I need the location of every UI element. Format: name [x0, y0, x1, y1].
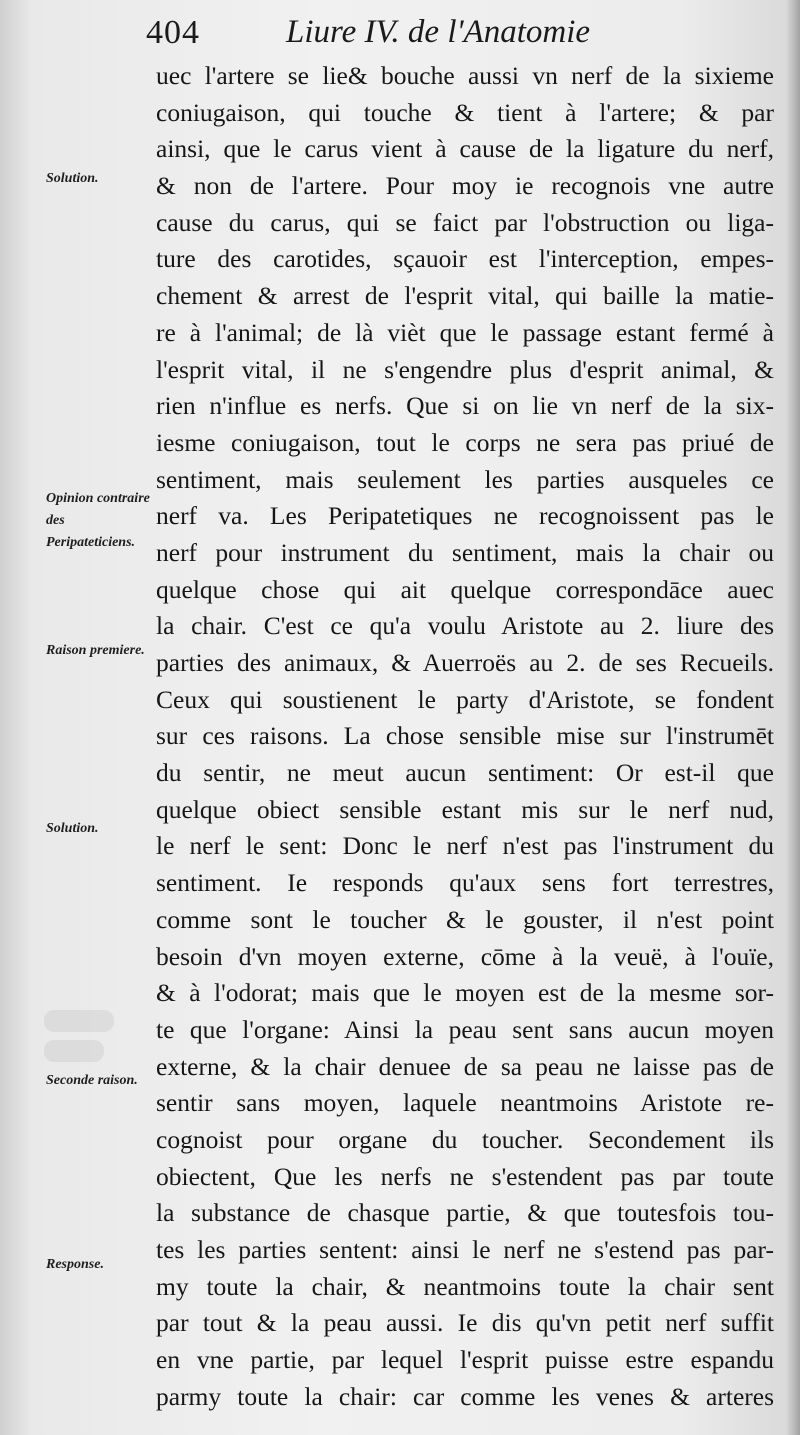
text-line: quelque obiect sensible estant mis sur le nerf nud,	[156, 794, 774, 824]
text-line: du sentir, ne meut aucun sentiment: Or est-il que	[156, 758, 774, 788]
text-line: uec l'artere se lie& bouche aussi vn nerf de la sixieme	[156, 61, 774, 90]
text-line: re à l'animal; de là vièt que le passage estant fermé à	[156, 317, 774, 347]
text-line: parmy toute la chair: car comme les venes & arteres	[156, 1381, 774, 1411]
text-line: iesme coniugaison, tout le corps ne sera pas priué de	[156, 427, 774, 457]
text-line: la chair. C'est ce qu'a voulu Aristote au 2. liure des	[156, 611, 774, 641]
text-line: coniugaison, qui touche & tient à l'artere; & par	[156, 97, 774, 127]
running-title: Liure IV. de l'Anatomie	[286, 14, 591, 50]
text-line: besoin d'vn moyen externe, cōme à la veuë, à l'ouïe,	[156, 941, 774, 971]
text-line: & à l'odorat; mais que le moyen est de la mesme sor-	[156, 978, 774, 1008]
text-line: te que l'organe: Ainsi la peau sent sans aucun moyen	[156, 1014, 774, 1044]
margin-note-response: Response.	[46, 1257, 104, 1272]
text-line: l'esprit vital, il ne s'engendre plus d'esprit animal, &	[156, 354, 774, 384]
page-header	[146, 6, 766, 56]
margin-note-raison-premiere: Raison premiere.	[46, 643, 145, 658]
text-line: sentiment, mais seulement les parties ausqueles ce	[156, 464, 774, 494]
text-line: chement & arrest de l'esprit vital, qui baille la matie-	[156, 281, 774, 311]
text-line: my toute la chair, & neantmoins toute la chair sent	[156, 1271, 774, 1301]
text-line: le nerf le sent: Donc le nerf n'est pas l'instrument du	[156, 831, 774, 861]
body-text	[156, 58, 774, 1415]
text-line: cause du carus, qui se faict par l'obstruction ou liga-	[156, 207, 774, 237]
text-line: par tout & la peau aussi. Ie dis qu'vn petit nerf suffit	[156, 1308, 774, 1338]
text-line: sentir sans moyen, laquele neantmoins Aristote re-	[156, 1088, 774, 1118]
text-line: obiectent, Que les nerfs ne s'estendent pas par toute	[156, 1161, 774, 1191]
text-line: comme sont le toucher & le gouster, il n'est point	[156, 904, 774, 934]
page-number: 404	[146, 14, 200, 51]
text-line: cognoist pour organe du toucher. Secondement ils	[156, 1124, 774, 1154]
bleed-through-stain	[44, 1010, 114, 1032]
text-line: tes les parties sentent: ainsi le nerf ne s'estend pas par-	[156, 1235, 774, 1264]
text-line: rien n'influe es nerfs. Que si on lie vn nerf de la six-	[156, 391, 774, 421]
bleed-through-stain	[44, 1040, 104, 1062]
margin-note-solution: Solution.	[46, 171, 99, 186]
margin-note-solution-2: Solution.	[46, 821, 99, 836]
text-line: en vne partie, par lequel l'esprit puisse estre espandu	[156, 1345, 774, 1375]
text-line: & non de l'artere. Pour moy ie recognois vne autre	[156, 171, 774, 201]
text-line: sentiment. Ie responds qu'aux sens fort terrestres,	[156, 868, 774, 898]
text-line: Ceux qui soustienent le party d'Aristote, se fondent	[156, 684, 774, 714]
text-line: externe, & la chair denuee de sa peau ne laisse pas de	[156, 1051, 774, 1081]
text-line: nerf pour instrument du sentiment, mais la chair ou	[156, 537, 774, 567]
text-line: parties des animaux, & Auerroës au 2. de ses Recueils.	[156, 648, 774, 677]
margin-note-opinion-contraire: Opinion contraire des Peripateticiens.	[46, 491, 150, 550]
text-line: ture des carotides, sçauoir est l'interception, empes-	[156, 244, 774, 274]
text-line: sur ces raisons. La chose sensible mise sur l'instrumēt	[156, 721, 774, 751]
text-line: quelque chose qui ait quelque correspondāce auec	[156, 574, 774, 604]
text-line: nerf va. Les Peripatetiques ne recognoissent pas le	[156, 501, 774, 531]
text-line: ainsi, que le carus vient à cause de la ligature du nerf,	[156, 134, 774, 164]
margin-note-seconde-raison: Seconde raison.	[46, 1073, 138, 1088]
text-line: la substance de chasque partie, & que toutesfois tou-	[156, 1198, 774, 1228]
